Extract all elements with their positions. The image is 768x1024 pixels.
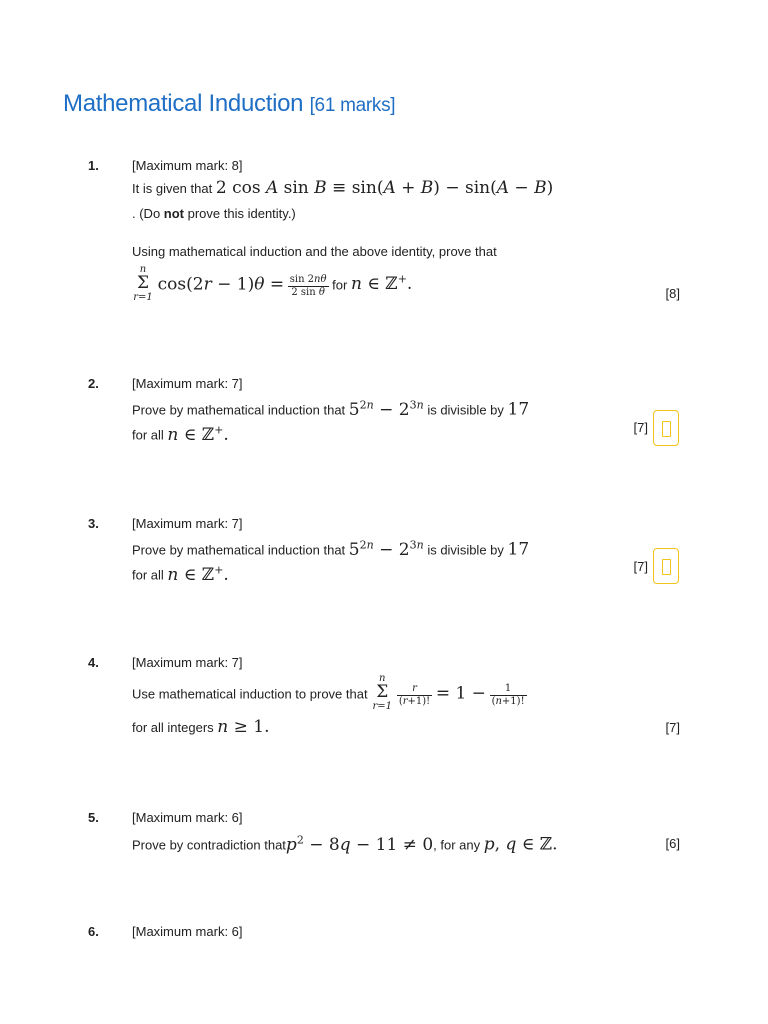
question-number: 5. [88, 810, 99, 825]
max-mark: [Maximum mark: 7] [132, 516, 243, 531]
question-number: 6. [88, 924, 99, 939]
question-number: 4. [88, 655, 99, 670]
for-all-line: for all integers n ≥ 1. [132, 717, 270, 737]
for-all-line: for all n ∈ ℤ+. [132, 563, 229, 585]
max-mark: [Maximum mark: 7] [132, 655, 243, 670]
title-text: Mathematical Induction [63, 90, 304, 117]
sum-formula-line: n Σ r=1 cos(2r − 1)θ = $\frac{\sin 2n\theta}{\text{2 sin θ}}$ for n ∈ ℤ+. [133, 264, 413, 303]
title-marks: [61 marks] [309, 95, 396, 116]
max-mark: [Maximum mark: 6] [132, 810, 243, 825]
hint-button[interactable] [653, 548, 679, 584]
question-number: 3. [88, 516, 99, 531]
bookmark-icon [662, 559, 671, 575]
given-line: It is given that 2 cos A sin B ≡ sin(A + B) − sin(A − B) [132, 178, 554, 198]
max-mark: [Maximum mark: 7] [132, 376, 243, 391]
question-number: 2. [88, 376, 99, 391]
max-mark: [Maximum mark: 8] [132, 158, 243, 173]
sigma-symbol: n Σ r=1 [372, 673, 392, 712]
max-mark: [Maximum mark: 6] [132, 924, 243, 939]
hint-button[interactable] [653, 410, 679, 446]
prove-line: Prove by contradiction thatp$^2$ − 8q − 11 ≠ 0, for any p, q ∈ ℤ. [132, 833, 558, 855]
award-marks: [7] [633, 420, 648, 435]
award-marks: [8] [665, 286, 680, 301]
bookmark-icon [662, 421, 671, 437]
identity-formula: 2 cos A sin B ≡ sin(A + B) − sin(A − B) [215, 178, 554, 198]
sigma-symbol: n Σ r=1 [133, 264, 153, 303]
instruction-line: Using mathematical induction and the above identity, prove that [132, 244, 497, 259]
prove-line: Prove by mathematical induction that $5^{2n} - 2^{3n}$ is divisible by 17 [132, 538, 530, 560]
do-not-prove-line: . (Do not prove this identity.) [132, 206, 296, 221]
for-all-line: for all n ∈ ℤ+. [132, 423, 229, 445]
question-number: 1. [88, 158, 99, 173]
award-marks: [6] [665, 836, 680, 851]
page-title [63, 90, 395, 118]
prove-line: Use mathematical induction to prove that n Σ r=1 $\frac{r}{(r+1)!}$ = 1 − $\frac{1}{(n+1)!}$ [132, 673, 525, 712]
award-marks: [7] [665, 720, 680, 735]
award-marks: [7] [633, 559, 648, 574]
prove-line: Prove by mathematical induction that $5^{2n} - 2^{3n}$ is divisible by 17 [132, 398, 530, 420]
